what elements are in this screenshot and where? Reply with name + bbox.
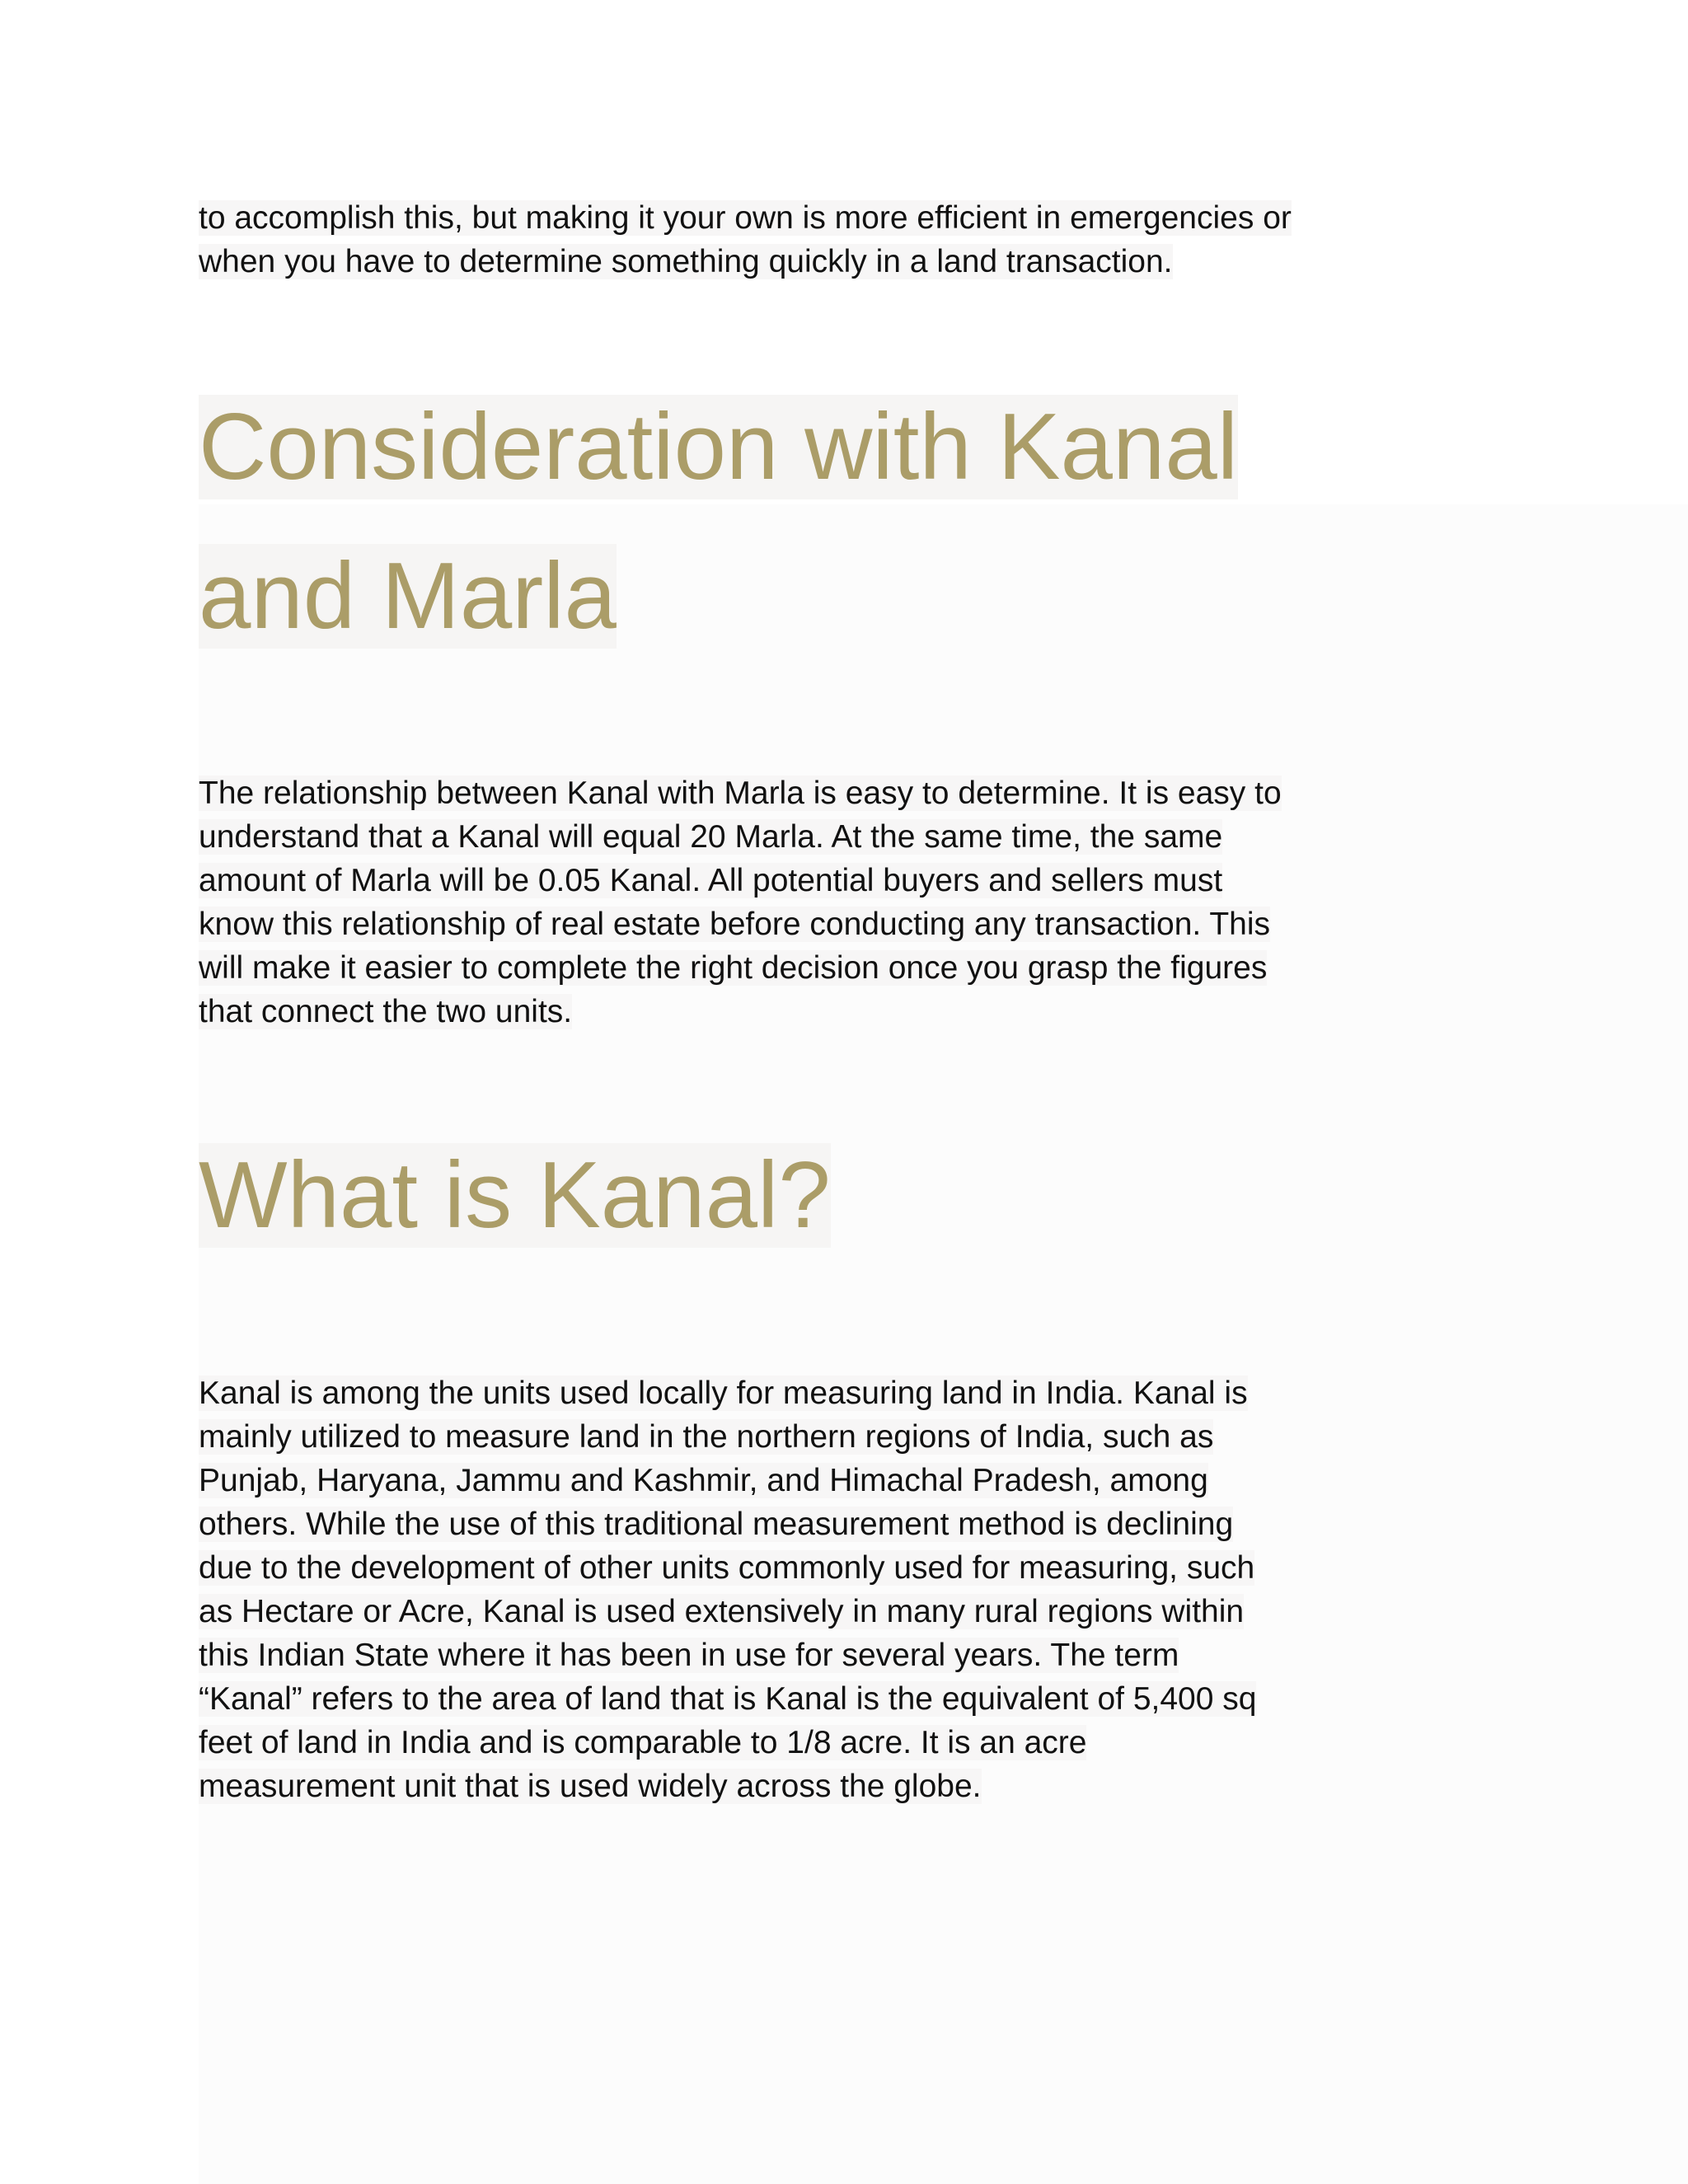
paragraph-line: The relationship between Kanal with Marla is easy to determine. It is easy to <box>199 776 1282 811</box>
paragraph-line: Kanal is among the units used locally for measuring land in India. Kanal is <box>199 1376 1248 1411</box>
paragraph-line: amount of Marla will be 0.05 Kanal. All potential buyers and sellers must <box>199 863 1223 898</box>
paragraph-line: feet of land in India and is comparable to 1/8 acre. It is an acre <box>199 1725 1087 1760</box>
paragraph-line: as Hectare or Acre, Kanal is used extensively in many rural regions within <box>199 1594 1245 1629</box>
intro-line: when you have to determine something quickly in a land transaction. <box>199 244 1173 279</box>
paragraph-line: know this relationship of real estate before conducting any transaction. This <box>199 907 1271 942</box>
what-is-kanal-paragraph <box>199 1371 1256 1808</box>
intro-line: to accomplish this, but making it your own is more efficient in emergencies or <box>199 200 1292 236</box>
heading-line: Consideration with Kanal <box>199 395 1239 499</box>
kanal-marla-paragraph <box>199 771 1282 1033</box>
heading-line: What is Kanal? <box>199 1143 831 1248</box>
paragraph-line: “Kanal” refers to the area of land that is Kanal is the equivalent of 5,400 sq <box>199 1681 1257 1717</box>
paragraph-line: due to the development of other units commonly used for measuring, such <box>199 1550 1255 1586</box>
paragraph-line: understand that a Kanal will equal 20 Marla. At the same time, the same <box>199 819 1223 855</box>
background-panel <box>199 504 1688 2184</box>
intro-paragraph <box>199 196 1292 284</box>
paragraph-line: that connect the two units. <box>199 994 573 1029</box>
paragraph-line: mainly utilized to measure land in the northern regions of India, such as <box>199 1419 1214 1455</box>
paragraph-line: this Indian State where it has been in use for several years. The term <box>199 1638 1179 1673</box>
paragraph-line: Punjab, Haryana, Jammu and Kashmir, and Himachal Pradesh, among <box>199 1463 1208 1498</box>
section-heading-what-is-kanal <box>199 1121 831 1270</box>
paragraph-line: others. While the use of this traditional measurement method is declining <box>199 1507 1234 1542</box>
paragraph-line: will make it easier to complete the right decision once you grasp the figures <box>199 950 1268 986</box>
heading-line: and Marla <box>199 544 617 649</box>
section-heading-kanal-marla <box>199 373 1238 671</box>
paragraph-line: measurement unit that is used widely across the globe. <box>199 1769 982 1804</box>
